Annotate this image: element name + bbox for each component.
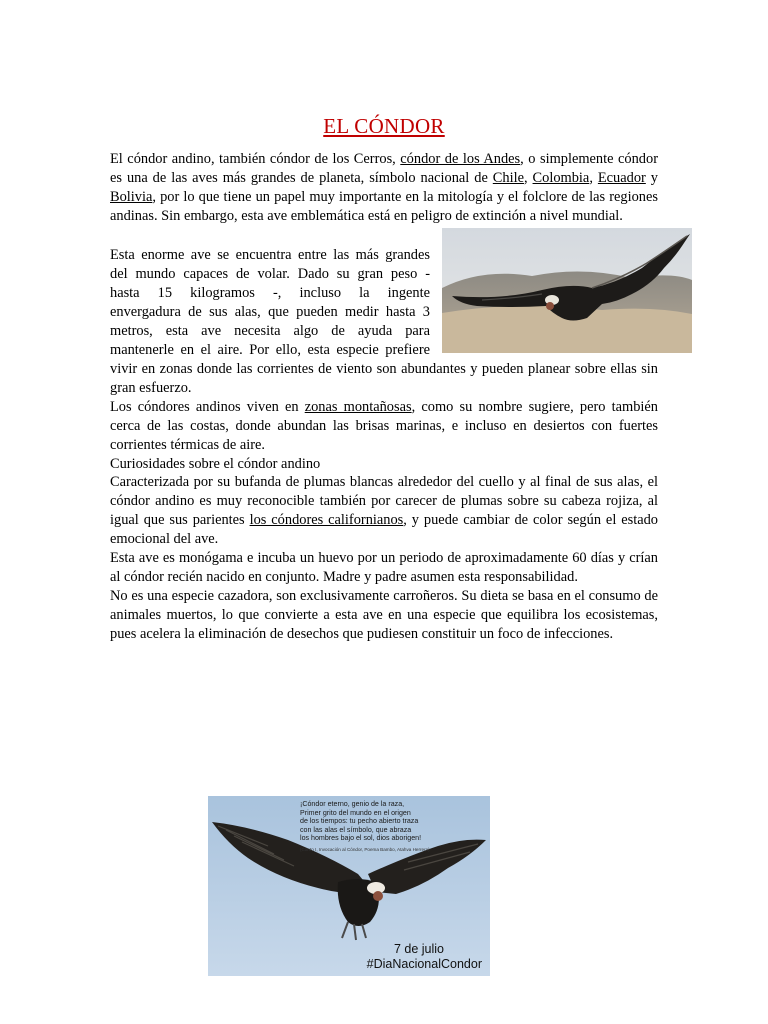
line: Esta enorme ave se encuentra entre las más grandes (110, 247, 430, 263)
line: hasta 15 kilogramos -, incluso la ingente (110, 284, 430, 301)
line: metros, esta ave necesita algo de ayuda para (110, 322, 430, 339)
poster-hashtag: #DiaNacionalCondor (366, 957, 482, 971)
text: Caracterizada por su bufanda de plumas blancas alrededor del cuello y al final de sus alas, el cóndor andino es muy reconocible también por carecer de plumas sobre su cabeza rojiza, al igual que sus parientes (110, 474, 658, 529)
paragraph-size-rest: vivir en zonas donde las corrientes de viento son abundantes y pueden planear sobre ellas sin gran esfuerzo. (110, 361, 658, 396)
poster-date: 7 de julio (393, 942, 444, 956)
paragraph-habitat (110, 398, 658, 455)
text: , por lo que tiene un papel muy importante en la mitología y el folclore de las regiones andinas. Sin embargo, esta ave emblemática está en peligro de extinción a nivel mundial. (110, 188, 658, 224)
link-zonas-montanosas[interactable]: zonas montañosas (304, 398, 412, 415)
text: , o simplemente cóndor es una de las aves más grandes de planeta, símbolo nacional de (110, 151, 658, 186)
link-condores-californianos[interactable]: los cóndores californianos (249, 512, 404, 529)
condor-flight-photo (442, 228, 692, 353)
subheading-curiosidades: Curiosidades sobre el cóndor andino (110, 455, 321, 472)
paragraph-size-narrow (110, 246, 430, 359)
link-condor-andes[interactable]: cóndor de los Andes (400, 151, 521, 167)
link-colombia[interactable]: Colombia (532, 169, 590, 186)
paragraph-intro (110, 150, 658, 226)
text: y (645, 169, 658, 186)
text: Los cóndores andinos viven en (110, 398, 305, 415)
paragraph-block-main (110, 360, 658, 644)
poem-line: los hombres bajo el sol, dios aborigen! (300, 834, 422, 843)
poem-line: ¡Cóndor eterno, genio de la raza, (300, 800, 405, 808)
poem-line: con las alas el símbolo, que abraza (300, 825, 412, 834)
poem-line: de los tiempos: tu pecho abierto traza (300, 817, 419, 826)
line: mantenerle en el aire. Por ello, esta especie prefiere (110, 341, 430, 358)
page-title: EL CÓNDOR (323, 114, 445, 138)
text: , como su nombre sugiere, pero también cerca de las costas, donde abundan las brisas marinas, e incluso en desiertos con fuertes corrientes térmicas de aire. (110, 398, 659, 453)
paragraph-diet: No es una especie cazadora, son exclusivamente carroñeros. Su dieta se basa en el consumo de animales muertos, lo que convierte a esta ave en una especie que equilibra los ecosistemas, pues acelera la eliminación de desechos que pudiesen constituir un foco de infecciones. (110, 587, 658, 642)
paragraph-reproduction: Esta ave es monógama e incuba un huevo por un periodo de aproximadamente 60 días y crían al cóndor recién nacido en conjunto. Madre y padre asumen esta responsabilidad. (110, 550, 658, 585)
line: del mundo capaces de volar. Dado su gran peso - (110, 265, 430, 282)
text: , (523, 169, 533, 186)
line: envergadura de sus alas, que pueden medir hasta 3 (110, 303, 430, 320)
paragraph-appearance (110, 473, 658, 549)
poem-line: Primer grito del mundo en el origen (300, 808, 411, 817)
condor-photo-icon (442, 228, 692, 353)
poster-credit: (Canto I, Invocación al Cóndor, Poema Bambo, Atahva Herrera) (300, 847, 430, 852)
link-ecuador[interactable]: Ecuador (597, 169, 646, 186)
text: , (589, 169, 598, 186)
link-chile[interactable]: Chile (492, 169, 524, 186)
condor-poster (208, 796, 490, 976)
link-bolivia[interactable]: Bolivia (110, 188, 153, 205)
poster-poem (300, 800, 486, 843)
text: , y puede cambiar de color según el estado emocional del ave. (110, 512, 659, 548)
text: El cóndor andino, también cóndor de los Cerros, (110, 151, 401, 167)
